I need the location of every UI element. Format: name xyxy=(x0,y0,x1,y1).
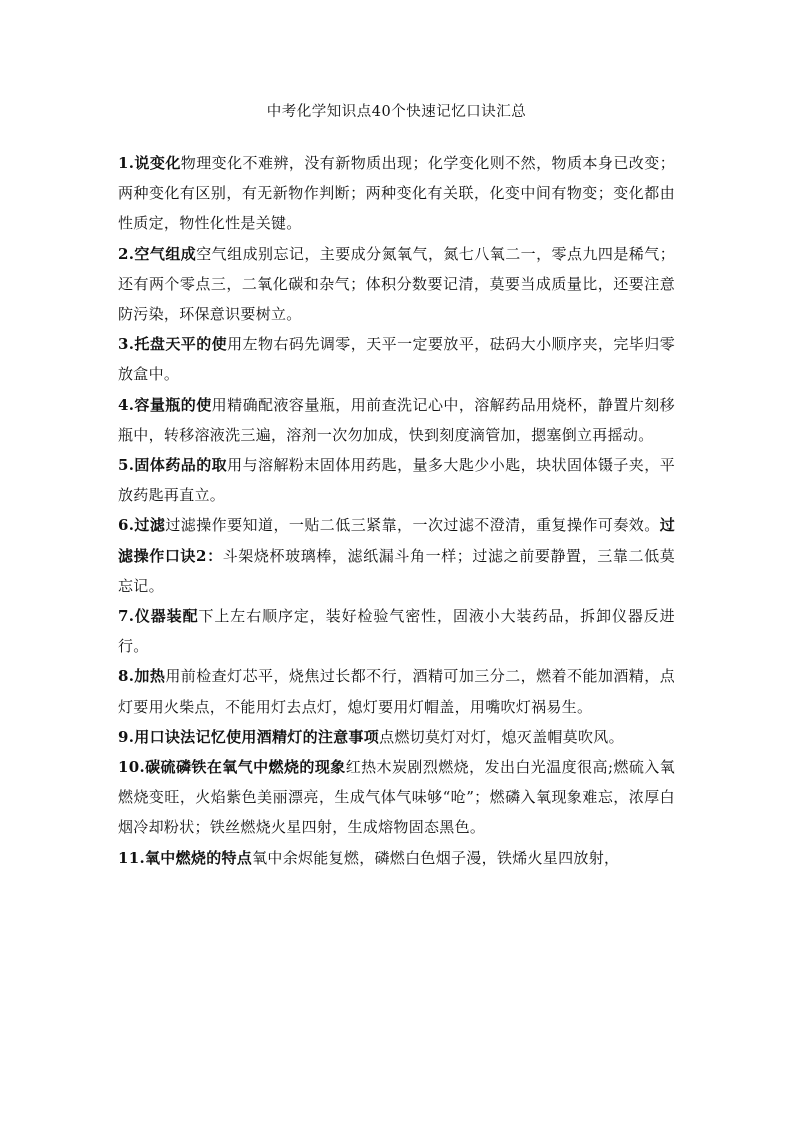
paragraph-body: 用精确配液容量瓶，用前查洗记心中，溶解药品用烧杯，静置片刻移瓶中，转移溶液洗三遍，溶剂一次勿加成，快到刻度滴管加，摁塞倒立再摇动。 xyxy=(118,395,675,444)
paragraph-3 xyxy=(118,329,675,389)
paragraph-heading: 固体药品的取 xyxy=(134,456,228,475)
paragraph-heading: 氧中燃烧的特点 xyxy=(145,848,253,867)
paragraph-11 xyxy=(118,843,675,873)
paragraph-6 xyxy=(118,510,675,601)
paragraph-number: 8. xyxy=(118,667,135,686)
paragraph-number: 1. xyxy=(118,154,135,172)
paragraph-heading: 说变化 xyxy=(134,154,181,172)
paragraph-8 xyxy=(118,661,675,721)
paragraph-number: 10. xyxy=(118,758,145,777)
paragraph-7 xyxy=(118,601,675,661)
paragraph-body: 下上左右顺序定，装好检验气密性，固液小大装药品，拆卸仪器反进行。 xyxy=(118,607,675,656)
paragraph-body: 用与溶解粉末固体用药匙，量多大匙少小匙，块状固体镊子夹，平放药匙再直立。 xyxy=(118,456,676,505)
paragraph-body: 氧中余烬能复燃，磷燃白色烟子漫，铁烯火星四放射， xyxy=(252,848,620,867)
paragraph-heading: 加热 xyxy=(134,667,166,686)
paragraph-9 xyxy=(118,722,675,752)
paragraph-heading: 容量瓶的使 xyxy=(134,395,212,414)
paragraph-2 xyxy=(118,239,675,330)
document-page xyxy=(118,96,675,873)
paragraph-body-2: 斗架烧杯玻璃棒，滤纸漏斗角一样；过滤之前要静置，三靠二低莫忘记。 xyxy=(118,546,675,595)
paragraph-body: 用前检查灯芯平，烧焦过长都不行，酒精可加三分二，燃着不能加酒精，点灯要用火柴点，不能用灯去点灯，熄灯要用灯帽盖，用嘴吹灯祸易生。 xyxy=(118,667,676,716)
paragraph-number: 7. xyxy=(118,607,135,626)
paragraph-number: 3. xyxy=(118,335,135,354)
paragraph-heading: 空气组成 xyxy=(134,244,197,263)
paragraph-number: 5. xyxy=(118,456,135,475)
paragraph-heading: 碳硫磷铁在氧气中燃烧的现象 xyxy=(145,758,346,777)
paragraph-subheading: 过滤操作口诀2： xyxy=(118,516,675,565)
paragraph-number: 6. xyxy=(118,516,135,535)
paragraph-body: 物理变化不难辨，没有新物质出现；化学变化则不然，物质本身已改变；两种变化有区别，有无新物作判断；两种变化有关联，化变中间有物变；变化都由性质定，物性化性是关键。 xyxy=(118,154,675,233)
paragraph-number: 11. xyxy=(118,848,145,867)
paragraph-number: 9. xyxy=(118,727,135,746)
paragraph-4 xyxy=(118,390,675,450)
paragraph-heading: 托盘天平的使 xyxy=(134,335,228,354)
paragraph-body: 过滤操作要知道，一贴二低三紧靠，一次过滤不澄清，重复操作可奏效。 xyxy=(165,516,660,535)
paragraph-heading: 用口诀法记忆使用酒精灯的注意事项 xyxy=(134,727,380,746)
paragraph-heading: 过滤 xyxy=(134,516,166,535)
paragraph-number: 4. xyxy=(118,395,135,414)
paragraph-body: 点燃切莫灯对灯，熄灭盖帽莫吹风。 xyxy=(379,727,624,746)
paragraph-body: 空气组成别忘记，主要成分氮氧气，氮七八氧二一，零点九四是稀气；还有两个零点三，二氧化碳和杂气；体积分数要记清，莫要当成质量比，还要注意防污染，环保意识要树立。 xyxy=(118,244,675,324)
paragraph-body: 红热木炭剧烈燃烧，发出白光温度很高;燃硫入氧燃烧变旺，火焰紫色美丽漂亮，生成气体气味够“呛”；燃磷入氧现象难忘，浓厚白烟冷却粉状；铁丝燃烧火星四射，生成熔物固态黑色。 xyxy=(118,758,676,837)
paragraph-number: 2. xyxy=(118,244,135,263)
paragraph-heading: 仪器装配 xyxy=(134,607,199,626)
paragraph-body: 用左物右码先调零，天平一定要放平，砝码大小顺序夹，完毕归零放盒中。 xyxy=(118,335,676,384)
paragraph-1 xyxy=(118,148,675,239)
paragraph-5 xyxy=(118,450,675,510)
document-title: 中考化学知识点40个快速记忆口诀汇总 xyxy=(266,104,527,120)
paragraph-10 xyxy=(118,752,675,843)
